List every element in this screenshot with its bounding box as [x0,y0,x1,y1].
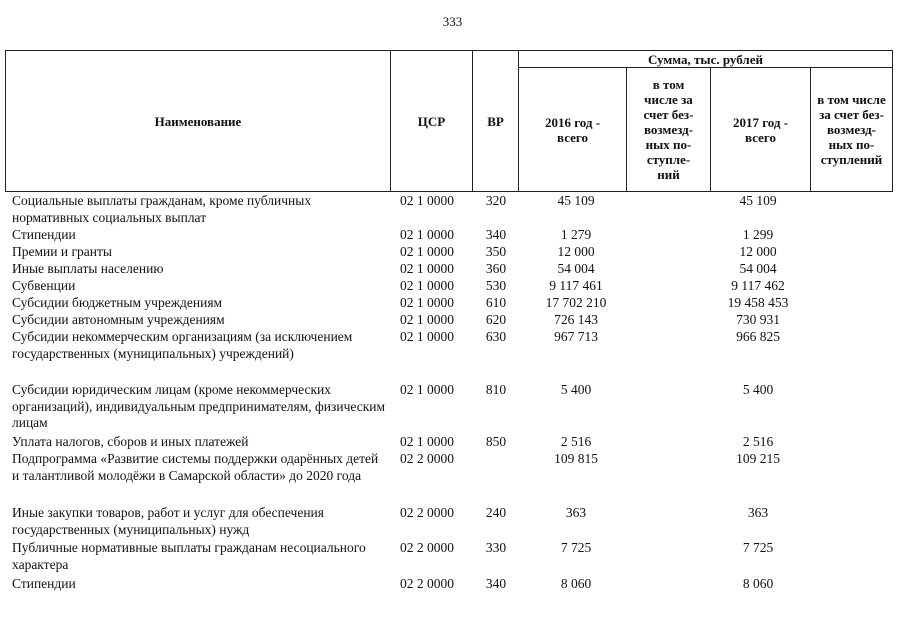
header-2017-free: в том числе за счет без-возмезд-ных по-ступлений [810,67,893,192]
page-number: 333 [442,14,463,29]
row-csr: 02 2 0000 [400,451,454,466]
header-2016-total: 2016 год - всего [518,67,626,192]
row-sum-2016: 54 004 [557,261,595,276]
row-sum-2017: 1 299 [742,227,774,242]
row-name: Субсидии бюджетным учреждениям [12,295,223,310]
row-csr: 02 1 0000 [400,193,454,208]
row-vr: 620 [485,312,507,327]
row-name: Стипендии [12,576,76,591]
row-csr: 02 1 0000 [400,382,454,397]
row-sum-2016: 5 400 [560,382,592,397]
row-sum-2016: 109 815 [554,451,598,466]
row-name: Стипендии [12,227,76,242]
row-csr: 02 1 0000 [400,329,454,344]
row-sum-2016: 363 [565,505,587,520]
row-sum-2017: 7 725 [742,540,774,555]
row-name: Иные выплаты населению [12,261,164,276]
row-sum-2016: 45 109 [557,193,595,208]
header-csr: ЦСР [390,50,472,192]
header-vr: ВР [472,50,518,192]
row-sum-2016: 7 725 [560,540,592,555]
row-csr: 02 1 0000 [400,434,454,449]
row-sum-2016: 17 702 210 [545,295,607,310]
row-sum-2017: 8 060 [742,576,774,591]
row-vr: 810 [485,382,507,397]
row-csr: 02 1 0000 [400,278,454,293]
row-csr: 02 1 0000 [400,227,454,242]
header-sum: Сумма, тыс. рублей [518,50,893,67]
row-name: Подпрограмма «Развитие системы поддержки одарённых детей и талантливой молодёжи в Самарской области» до 2020 года [12,451,379,483]
row-sum-2017: 19 458 453 [727,295,789,310]
row-sum-2016: 12 000 [557,244,595,259]
row-vr: 530 [485,278,507,293]
row-sum-2016: 2 516 [560,434,592,449]
header-name: Наименование [5,50,390,192]
row-sum-2016: 1 279 [560,227,592,242]
row-vr: 360 [485,261,507,276]
row-name: Уплата налогов, сборов и иных платежей [12,434,249,449]
row-sum-2017: 363 [747,505,769,520]
row-csr: 02 2 0000 [400,576,454,591]
row-vr: 350 [485,244,507,259]
row-vr: 340 [485,576,507,591]
row-csr: 02 2 0000 [400,505,454,520]
row-vr: 320 [485,193,507,208]
row-name: Субсидии автономным учреждениям [12,312,225,327]
row-vr: 630 [485,329,507,344]
row-sum-2016: 726 143 [554,312,598,327]
row-csr: 02 2 0000 [400,540,454,555]
row-sum-2016: 967 713 [554,329,598,344]
header-2016-free: в том числе за счет без-возмезд-ных по-ступле-ний [626,67,710,192]
row-sum-2017: 12 000 [739,244,777,259]
row-csr: 02 1 0000 [400,312,454,327]
row-vr: 610 [485,295,507,310]
row-sum-2017: 966 825 [736,329,780,344]
row-sum-2017: 54 004 [739,261,777,276]
row-sum-2017: 45 109 [739,193,777,208]
row-name: Публичные нормативные выплаты гражданам несоциального характера [12,540,366,572]
row-sum-2016: 8 060 [560,576,592,591]
header-2017-total: 2017 год - всего [710,67,810,192]
row-name: Иные закупки товаров, работ и услуг для обеспечения государственных (муниципальных) нужд [12,505,324,537]
row-vr: 330 [485,540,507,555]
row-sum-2017: 109 215 [736,451,780,466]
row-name: Субсидии юридическим лицам (кроме некоммерческих организаций), индивидуальным предпринимателям, физическим лицам [12,382,386,430]
row-vr: 240 [485,505,507,520]
row-name: Субсидии некоммерческим организациям (за исключением государственных (муниципальных) учреждений) [12,329,353,361]
row-csr: 02 1 0000 [400,244,454,259]
row-vr: 340 [485,227,507,242]
row-name: Социальные выплаты гражданам, кроме публичных нормативных социальных выплат [12,193,312,225]
row-csr: 02 1 0000 [400,295,454,310]
row-name: Субвенции [12,278,76,293]
row-sum-2017: 5 400 [742,382,774,397]
row-vr: 850 [485,434,507,449]
row-sum-2016: 9 117 461 [549,278,603,293]
row-csr: 02 1 0000 [400,261,454,276]
row-name: Премии и гранты [12,244,112,259]
row-sum-2017: 730 931 [736,312,780,327]
row-sum-2017: 9 117 462 [731,278,785,293]
row-sum-2017: 2 516 [742,434,774,449]
